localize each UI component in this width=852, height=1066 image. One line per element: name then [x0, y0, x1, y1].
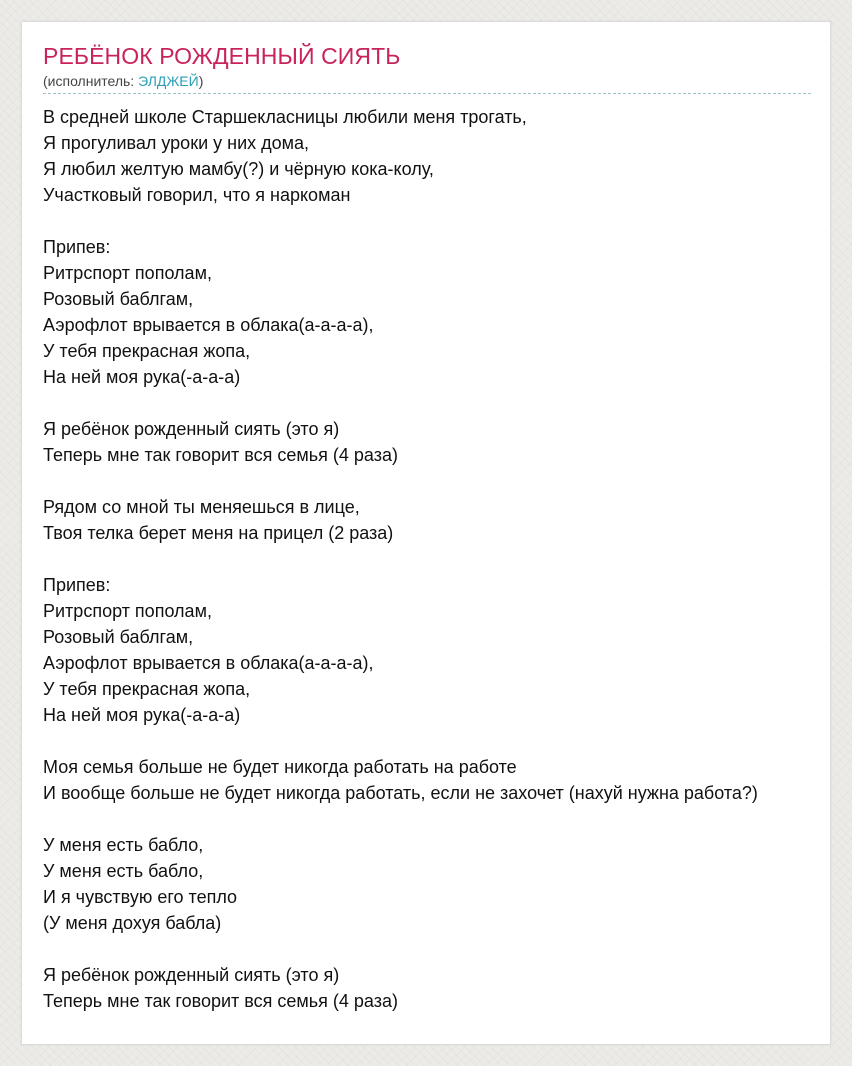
lyric-line: На ней моя рука(-а-а-а): [43, 367, 241, 387]
lyric-line: Аэрофлот врывается в облака(а-а-а-а),: [43, 315, 374, 335]
lyric-blank-line: [43, 936, 852, 962]
title-divider: [43, 93, 811, 94]
lyric-line: (У меня дохуя бабла): [43, 913, 222, 933]
lyric-line: Ритрспорт пополам,: [43, 263, 212, 283]
lyric-line: Розовый баблгам,: [43, 289, 194, 309]
lyric-line: Аэрофлот врывается в облака(а-а-а-а),: [43, 653, 374, 673]
artist-byline: [43, 73, 203, 89]
lyric-line: Рядом со мной ты меняешься в лице,: [43, 497, 360, 517]
lyric-line: В средней школе Старшекласницы любили меня трогать,: [43, 107, 527, 127]
song-title: РЕБЁНОК РОЖДЕННЫЙ СИЯТЬ: [43, 43, 401, 69]
lyric-blank-line: [43, 546, 852, 572]
byline-suffix: ): [198, 73, 204, 89]
artist-link[interactable]: ЭЛДЖЕЙ: [138, 73, 199, 89]
lyric-line: Ритрспорт пополам,: [43, 601, 212, 621]
lyric-line: Я ребёнок рожденный сиять (это я): [43, 965, 340, 985]
lyrics-text: [43, 104, 852, 1014]
lyric-blank-line: [43, 468, 852, 494]
lyric-line: У меня есть бабло,: [43, 835, 204, 855]
lyric-blank-line: [43, 208, 852, 234]
lyric-line: У тебя прекрасная жопа,: [43, 341, 251, 361]
lyric-line: Я ребёнок рожденный сиять (это я): [43, 419, 340, 439]
lyric-line: Я прогуливал уроки у них дома,: [43, 133, 310, 153]
lyric-line: Теперь мне так говорит вся семья (4 раза): [43, 445, 398, 465]
lyric-line: Теперь мне так говорит вся семья (4 раза): [43, 991, 398, 1011]
lyric-blank-line: [43, 390, 852, 416]
lyric-line: Я любил желтую мамбу(?) и чёрную кока-колу,: [43, 159, 434, 179]
lyric-line: Розовый баблгам,: [43, 627, 194, 647]
lyric-line: У меня есть бабло,: [43, 861, 204, 881]
lyric-line: У тебя прекрасная жопа,: [43, 679, 251, 699]
lyric-line: Припев:: [43, 237, 111, 257]
lyric-line: И вообще больше не будет никогда работать, если не захочет (нахуй нужна работа?): [43, 783, 758, 803]
byline-prefix: (исполнитель:: [43, 73, 139, 89]
lyric-blank-line: [43, 728, 852, 754]
lyric-line: Участковый говорил, что я наркоман: [43, 185, 351, 205]
lyric-line: Припев:: [43, 575, 111, 595]
lyric-blank-line: [43, 806, 852, 832]
lyric-line: И я чувствую его тепло: [43, 887, 238, 907]
lyric-line: Твоя телка берет меня на прицел (2 раза): [43, 523, 394, 543]
lyric-line: Моя семья больше не будет никогда работать на работе: [43, 757, 517, 777]
lyric-line: На ней моя рука(-а-а-а): [43, 705, 241, 725]
lyrics-card: [21, 21, 831, 1045]
